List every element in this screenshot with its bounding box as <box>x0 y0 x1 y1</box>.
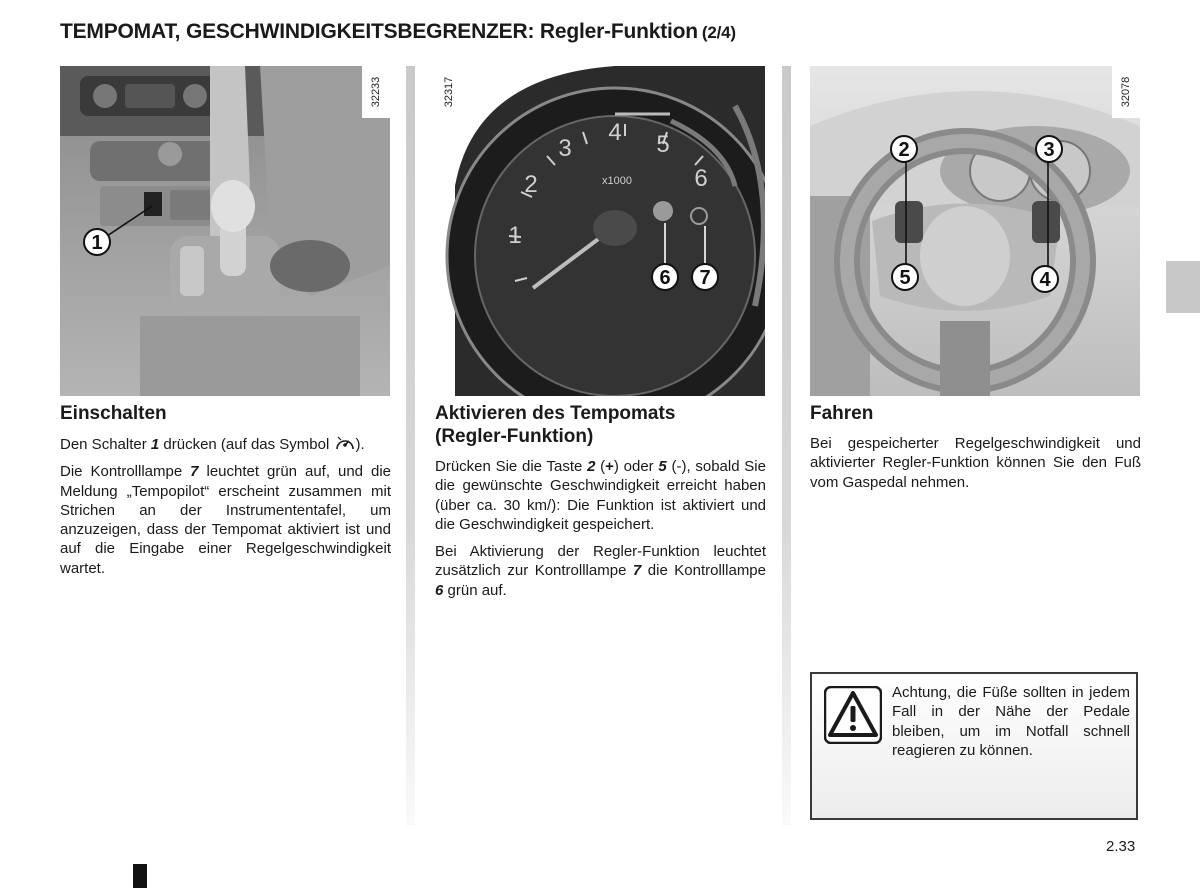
plus-sign: + <box>605 458 614 475</box>
reference-number: 7 <box>632 562 642 580</box>
text-run: Bei Aktivierung der Regler-Funktion leuchtet zusätzlich zur Kontrolllampe <box>435 543 766 580</box>
figure-number-box <box>435 66 463 118</box>
page-title <box>60 20 736 44</box>
page-title-text: TEMPOMAT, GESCHWINDIGKEITSBEGRENZER: Regler-Funktion <box>60 20 698 43</box>
callout-1-label: 1 <box>91 232 103 254</box>
gauge-label-5: 5 <box>656 131 670 158</box>
paragraph-activation <box>435 457 766 534</box>
warning-triangle-icon <box>824 686 882 744</box>
gauge-label-2: 2 <box>524 171 538 198</box>
text-run: Drücken Sie die Taste <box>435 458 588 475</box>
text-run: grün auf. <box>443 581 507 599</box>
reference-number: 5 <box>658 458 667 475</box>
gauge-label-4: 4 <box>608 119 622 146</box>
steering-wheel-illustration <box>810 66 1140 396</box>
callout-3-label: 3 <box>1043 139 1055 161</box>
section-title <box>435 402 766 448</box>
section-fahren <box>810 402 1141 500</box>
figure-number-box <box>1112 66 1140 118</box>
gauge-label-1: 1 <box>508 222 522 249</box>
reference-number: 1 <box>150 436 160 453</box>
center-console-illustration <box>60 66 390 396</box>
reference-number: 2 <box>587 458 596 475</box>
figure-tachometer <box>435 66 765 396</box>
section-title: Einschalten <box>60 403 167 424</box>
section-title-line: Aktivieren des Tempomats <box>435 403 676 424</box>
callout-6-label: 6 <box>659 267 671 289</box>
column-divider-right <box>782 66 791 826</box>
text-run: leuchtet grün auf, und die Meldung „Tempopilot“ erscheint zusammen mit Strichen an der Instrumententafel, um anzuzeigen, dass der Tempomat aktiviert ist und auf die Eingabe einer Regelgeschwindigkeit wartet. <box>60 463 391 577</box>
text-run: drücken (auf das Symbol <box>159 436 334 453</box>
paragraph-switch-on <box>60 434 391 454</box>
column-divider-left <box>406 66 415 826</box>
section-einschalten <box>60 402 391 586</box>
callout-2-label: 2 <box>898 139 910 161</box>
cruise-control-indicator-icon <box>653 201 673 221</box>
paragraph-indicator-lamp <box>60 462 391 578</box>
section-title-line: (Regler-Funktion) <box>435 426 594 447</box>
text-run: Die Kontrolllampe <box>60 463 191 481</box>
figure-steering-wheel <box>810 66 1140 396</box>
figure-number: 32317 <box>443 76 455 108</box>
section-aktivieren <box>435 402 766 608</box>
warning-text: Achtung, die Füße sollten in jedem Fall in der Nähe der Pedale bleiben, um im Notfall schnell reagieren zu können. <box>892 684 1130 759</box>
paragraph-driving: Bei gespeicherter Regelgeschwindigkeit und aktivierter Regler-Funktion können Sie den Fuß vom Gaspedal nehmen. <box>810 435 1141 491</box>
text-run: ( <box>595 458 606 475</box>
section-title: Fahren <box>810 403 874 424</box>
reference-number: 6 <box>435 581 444 599</box>
gauge-label-6: 6 <box>694 165 708 192</box>
corner-mark <box>133 864 147 888</box>
text-run: Den Schalter <box>60 436 151 453</box>
text-run: ) oder <box>613 458 659 475</box>
figure-number: 32233 <box>370 76 382 108</box>
text-run: ). <box>355 436 365 453</box>
cruise-control-symbol-icon <box>334 434 356 452</box>
callout-5-label: 5 <box>899 267 911 289</box>
left-switch-panel <box>895 201 923 243</box>
figure-number-box <box>362 66 390 118</box>
right-switch-panel <box>1032 201 1060 243</box>
reference-number: 7 <box>190 463 199 481</box>
gauge-unit: x1000 <box>602 175 632 187</box>
chapter-tab <box>1166 261 1200 313</box>
text-run: (-), sobald Sie die gewünschte Geschwindigkeit erreicht haben (über ca. 30 km/): Die Funktion ist aktiviert und die Geschwindigkeit gespeichert. <box>435 458 766 533</box>
page-title-suffix: (2/4) <box>701 23 736 42</box>
text-run: die Kontrolllampe <box>641 562 766 580</box>
figure-center-console <box>60 66 390 396</box>
page-number: 2.33 <box>1106 838 1136 855</box>
callout-7-label: 7 <box>699 267 711 289</box>
paragraph-regulator-lamps <box>435 542 766 600</box>
gauge-label-3: 3 <box>558 135 572 162</box>
tachometer-illustration <box>435 66 765 396</box>
callout-4-label: 4 <box>1039 269 1051 291</box>
warning-box <box>810 672 1138 820</box>
figure-number: 32078 <box>1120 76 1132 108</box>
